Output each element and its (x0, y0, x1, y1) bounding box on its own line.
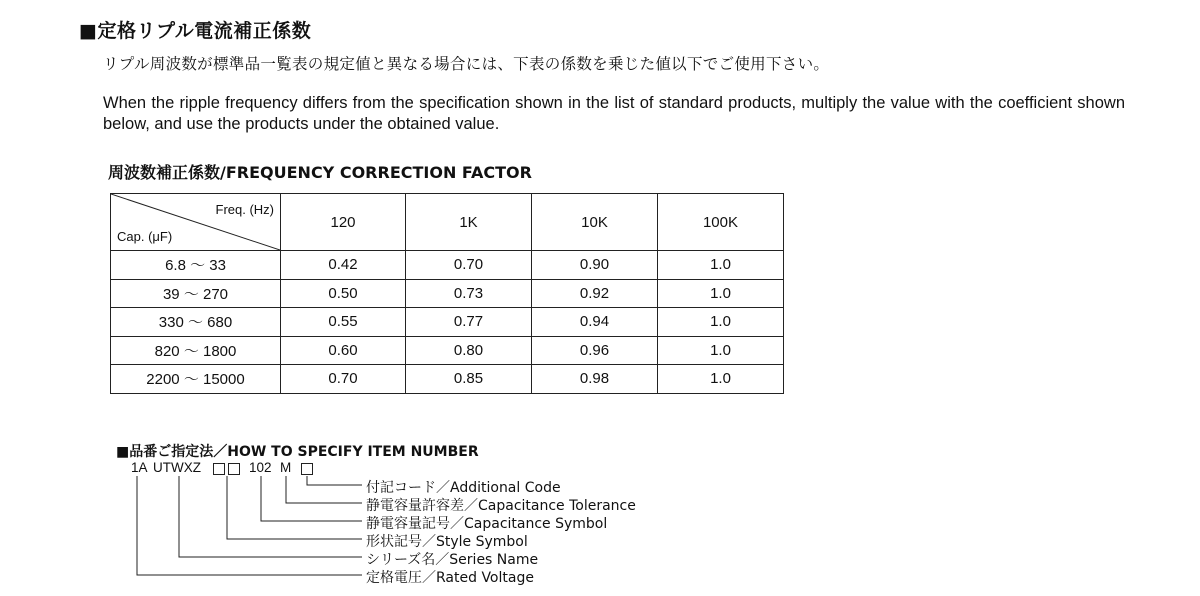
column-header: 1K (406, 194, 532, 251)
coefficient-cell: 0.98 (532, 365, 658, 394)
legend-additional-code: 付記コード／Additional Code (366, 480, 561, 496)
coefficient-cell: 0.70 (281, 365, 406, 394)
legend-rated-voltage: 定格電圧／Rated Voltage (366, 570, 534, 586)
column-header: 100K (658, 194, 784, 251)
coefficient-cell: 0.92 (532, 279, 658, 308)
coefficient-cell: 0.60 (281, 336, 406, 365)
cap-label: Cap. (μF) (117, 229, 173, 244)
cap-range-cell: 330 ～ 680 (111, 308, 281, 337)
coefficient-cell: 0.42 (281, 251, 406, 280)
spec-title: ■品番ご指定法／HOW TO SPECIFY ITEM NUMBER (116, 444, 479, 460)
coefficient-cell: 1.0 (658, 365, 784, 394)
freq-label: Freq. (Hz) (215, 202, 274, 217)
table-title: 周波数補正係数/FREQUENCY CORRECTION FACTOR (108, 163, 532, 182)
note-english: When the ripple frequency differs from the specification shown in the list of standard products, multiply the value with the coefficient shown below, and use the products under the obtained value. (103, 94, 1125, 133)
code-capacitance: 102 (249, 460, 272, 475)
page-title: ■定格リプル電流補正係数 (79, 20, 312, 42)
coefficient-cell: 0.55 (281, 308, 406, 337)
coefficient-cell: 0.73 (406, 279, 532, 308)
coefficient-cell: 0.80 (406, 336, 532, 365)
legend-capacitance-tolerance: 静電容量許容差／Capacitance Tolerance (366, 498, 636, 514)
cap-range-cell: 6.8 ～ 33 (111, 251, 281, 280)
column-header: 10K (532, 194, 658, 251)
coefficient-cell: 1.0 (658, 308, 784, 337)
coefficient-cell: 1.0 (658, 251, 784, 280)
legend-series-name: シリーズ名／Series Name (366, 552, 539, 568)
code-rated-voltage: 1A (131, 460, 148, 475)
coefficient-cell: 0.85 (406, 365, 532, 394)
cap-range-cell: 820 ～ 1800 (111, 336, 281, 365)
cap-range-cell: 2200 ～ 15000 (111, 365, 281, 394)
note-japanese: リプル周波数が標準品一覧表の規定値と異なる場合には、下表の係数を乗じた値以下でご使用下さい。 (103, 55, 830, 73)
cap-range-cell: 39 ～ 270 (111, 279, 281, 308)
coefficient-cell: 0.90 (532, 251, 658, 280)
legend-capacitance-symbol: 静電容量記号／Capacitance Symbol (366, 516, 608, 532)
coefficient-cell: 0.50 (281, 279, 406, 308)
coefficient-cell: 0.70 (406, 251, 532, 280)
column-header: 120 (281, 194, 406, 251)
legend-style-symbol: 形状記号／Style Symbol (366, 534, 528, 550)
coefficient-cell: 0.94 (532, 308, 658, 337)
code-tolerance: M (280, 460, 292, 475)
coefficient-cell: 1.0 (658, 336, 784, 365)
coefficient-cell: 0.96 (532, 336, 658, 365)
coefficient-cell: 1.0 (658, 279, 784, 308)
code-series-name: UTWXZ (153, 460, 201, 475)
coefficient-cell: 0.77 (406, 308, 532, 337)
